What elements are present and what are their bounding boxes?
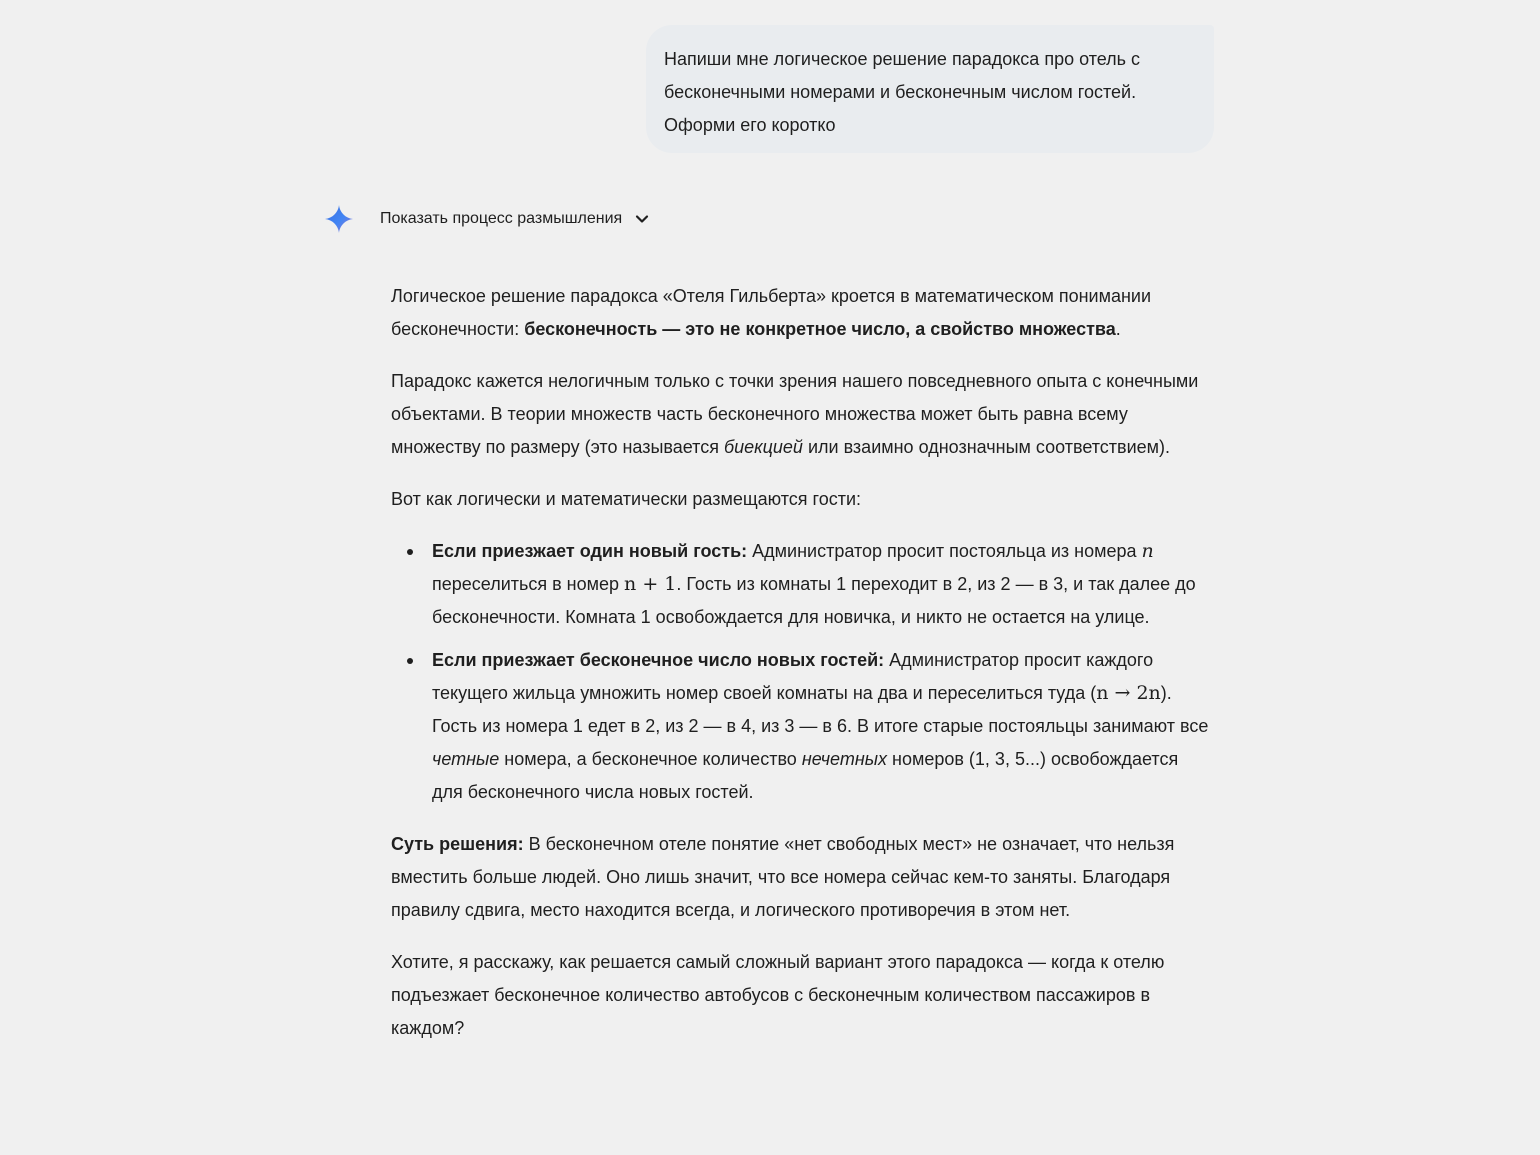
show-thinking-toggle[interactable] bbox=[380, 210, 650, 228]
bijection-term: биекцией bbox=[723, 437, 803, 457]
math-n: n bbox=[1141, 540, 1154, 562]
gemini-sparkle-icon bbox=[324, 204, 354, 234]
response-paragraph-followup: Хотите, я расскажу, как решается самый сложный вариант этого парадокса — когда к отелю подъезжает бесконечное количество автобусов с бесконечным количеством пассажиров в каждом? bbox=[391, 952, 1165, 1038]
response-paragraph-summary: Суть решения: В бесконечном отеле понятие «нет свободных мест» не означает, что нельзя вместить больше людей. Оно лишь значит, что все номера сейчас кем-то заняты. Благодаря правилу сдвига, место находится всегда, и логического противоречия в этом нет. bbox=[391, 834, 1175, 920]
show-thinking-label: Показать процесс размышления bbox=[380, 210, 623, 227]
list-item-one-guest: Если приезжает один новый гость: Администратор просит постояльца из номера n переселиться в номер n + 1. Гость из комнаты 1 переходит в 2, из 2 — в 3, и так далее до бесконечности. Комната 1 освобождается для новичка, и никто не остается на улице. bbox=[432, 535, 1211, 634]
assistant-header bbox=[324, 202, 650, 236]
chevron-down-icon[interactable] bbox=[634, 211, 650, 227]
assistant-response bbox=[391, 280, 1211, 1064]
user-message-text: Напиши мне логическое решение парадокса про отель с бесконечными номерами и бесконечным числом гостей. Оформи его коротко bbox=[664, 49, 1141, 135]
response-paragraph-explanation: Парадокс кажется нелогичным только с точки зрения нашего повседневного опыта с конечными объектами. В теории множеств часть бесконечного множества может быть равна всему множеству по размеру (это называется биекцией или взаимно однозначным соответствием). bbox=[391, 371, 1199, 457]
scenario-list bbox=[391, 535, 1211, 809]
math-n-to-2n: n → 2n bbox=[1096, 682, 1161, 704]
response-paragraph-lead: Вот как логически и математически размещаются гости: bbox=[391, 489, 862, 509]
key-statement: бесконечность — это не конкретное число, а свойство множества bbox=[524, 319, 1116, 339]
list-item-infinite-guests: Если приезжает бесконечное число новых гостей: Администратор просит каждого текущего жильца умножить номер своей комнаты на два и переселиться туда (n → 2n). Гость из номера 1 едет в 2, из 2 — в 4, из 3 — в 6. В итоге старые постояльцы занимают все четные номера, а бесконечное количество нечетных номеров (1, 3, 5...) освобождается для бесконечного числа новых гостей. bbox=[432, 644, 1211, 809]
user-message-bubble bbox=[646, 25, 1214, 153]
response-paragraph-intro: Логическое решение парадокса «Отеля Гильберта» кроется в математическом понимании бесконечности: бесконечность — это не конкретное число, а свойство множества. bbox=[391, 286, 1152, 339]
math-n-plus-1: n + 1 bbox=[624, 573, 677, 595]
